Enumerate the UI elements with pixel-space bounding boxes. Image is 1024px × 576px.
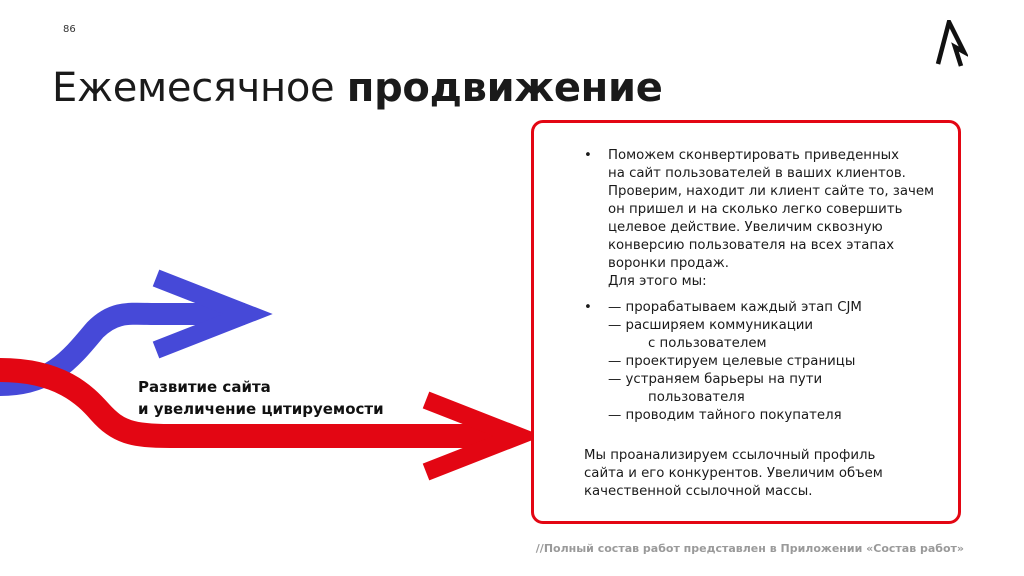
bullet-line: на сайт пользователей в ваших клиентов. bbox=[608, 166, 906, 181]
bullet-line: Проверим, находит ли клиент сайте то, зачем bbox=[608, 184, 935, 199]
bullet-line: Поможем сконвертировать приведенных bbox=[608, 148, 900, 163]
caption-line-2: и увеличение цитируемости bbox=[138, 400, 384, 418]
paragraph-line: Мы проанализируем ссылочный профиль bbox=[584, 448, 876, 463]
arrow-caption bbox=[138, 376, 384, 420]
action-line: пользователя bbox=[648, 390, 745, 405]
paragraph-line: качественной ссылочной массы. bbox=[584, 484, 813, 499]
footnote: //Полный состав работ представлен в Приложении «Состав работ» bbox=[535, 542, 964, 555]
action-line: — проводим тайного покупателя bbox=[608, 408, 842, 423]
action-line: с пользователем bbox=[648, 336, 767, 351]
services-card-content bbox=[584, 147, 954, 501]
bullet-line: воронки продаж. bbox=[608, 256, 729, 271]
bullet-marker: • bbox=[584, 300, 592, 315]
action-line: — расширяем коммуникации bbox=[608, 318, 814, 333]
action-line: — прорабатываем каждый этап CJM bbox=[608, 300, 862, 315]
page-title-bold: продвижение bbox=[346, 65, 663, 111]
action-line: — проектируем целевые страницы bbox=[608, 354, 856, 369]
bullet-line: он пришел и на сколько легко совершить bbox=[608, 202, 903, 217]
bullet-line: Для этого мы: bbox=[608, 274, 707, 289]
page-title-regular: Ежемесячное bbox=[52, 65, 347, 111]
links-paragraph bbox=[584, 447, 954, 501]
bullet-line: целевое действие. Увеличим сквозную bbox=[608, 220, 883, 235]
bullet-actions bbox=[584, 299, 954, 425]
paragraph-line: сайта и его конкурентов. Увеличим объем bbox=[584, 466, 883, 481]
bullet-line: конверсию пользователя на всех этапах bbox=[608, 238, 895, 253]
action-line: — устраняем барьеры на пути bbox=[608, 372, 823, 387]
caption-line-1: Развитие сайта bbox=[138, 378, 271, 396]
bullet-marker: • bbox=[584, 148, 592, 163]
bullet-conversion bbox=[584, 147, 954, 291]
services-card bbox=[531, 120, 961, 524]
page-number: 86 bbox=[63, 24, 76, 35]
